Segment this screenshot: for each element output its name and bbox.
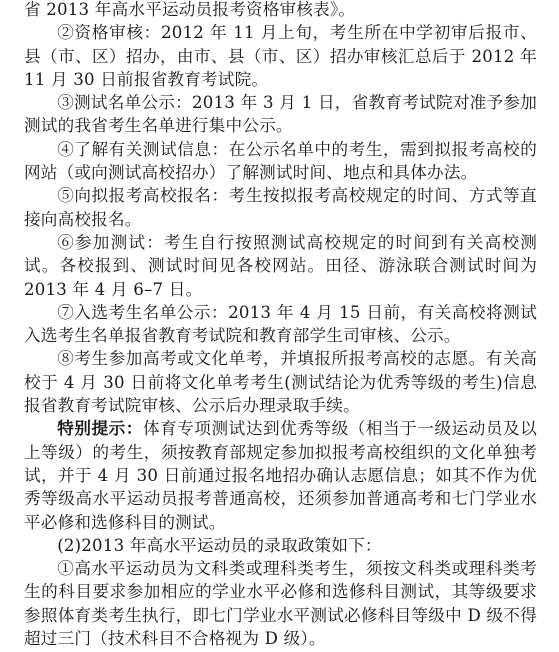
paragraph-admission-policy-heading: (2)2013 年高水平运动员的录取政策如下： bbox=[57, 535, 382, 555]
paragraph-qualification-review: ②资格审核：2012 年 11 月上旬，考生所在中学初审后报市、县（市、区）招办，由市、县（市、区）招办审核汇总后于 2012 年 11 月 30 日前报省教育考试院。 bbox=[24, 23, 537, 89]
special-notice-text: 体育专项测试达到优秀等级（相当于一级运动员及以上等级）的考生，须按教育部规定参加拟报考高校组织的文化单独考试，并于 4 月 30 日前通过报名地招办确认志愿信息；如其不作为优秀等级高水平运动员报考普通高校，还须参加普通高考和七门学业水平必修和选修科目的测试。 bbox=[24, 419, 537, 532]
paragraph-test-info: ④了解有关测试信息：在公示名单中的考生，需到拟报考高校的网站（或向测试高校招办）了解测试时间、地点和具体办法。 bbox=[24, 139, 537, 183]
paragraph-take-test: ⑥参加测试：考生自行按照测试高校规定的时间到有关高校测试。各校报到、测试时间见各校网站。田径、游泳联合测试时间为 2013 年 4 月 6–7 日。 bbox=[24, 232, 537, 299]
paragraph-admission-policy-item-1: ①高水平运动员为文科类或理科类考生，须按文科类或理科类考生的科目要求参加相应的学业水平必修和选修科目测试，其等级要求参照体育类考生执行，即七门学业水平测试必修科目等级中 D 级不得超过三门（技术科目不合格视为 D 级）。 bbox=[24, 559, 537, 649]
paragraph-form-title-tail: 省 2013 年高水平运动员报考资格审核表》。 bbox=[24, 0, 356, 19]
paragraph-selected-list-publicity: ⑦入选考生名单公示：2013 年 4 月 15 日前，有关高校将测试入选考生名单报省教育考试院和教育部学生司审核、公示。 bbox=[24, 302, 537, 346]
paragraph-exam-and-application: ⑧考生参加高考或文化单考，并填报所报考高校的志愿。有关高校于 4 月 30 日前将文化单考考生(测试结论为优秀等级的考生)信息报省教育考试院审核、公示后办理录取手续。 bbox=[24, 349, 537, 416]
paragraph-special-notice bbox=[24, 417, 537, 533]
special-notice-label: 特别提示： bbox=[57, 419, 143, 439]
paragraph-register-with-university: ⑤向拟报考高校报名：考生按拟报考高校规定的时间、方式等直接向高校报名。 bbox=[24, 186, 537, 229]
paragraph-test-list-publicity: ③测试名单公示：2013 年 3 月 1 日，省教育考试院对准予参加测试的我省考生名单进行集中公示。 bbox=[24, 93, 537, 136]
